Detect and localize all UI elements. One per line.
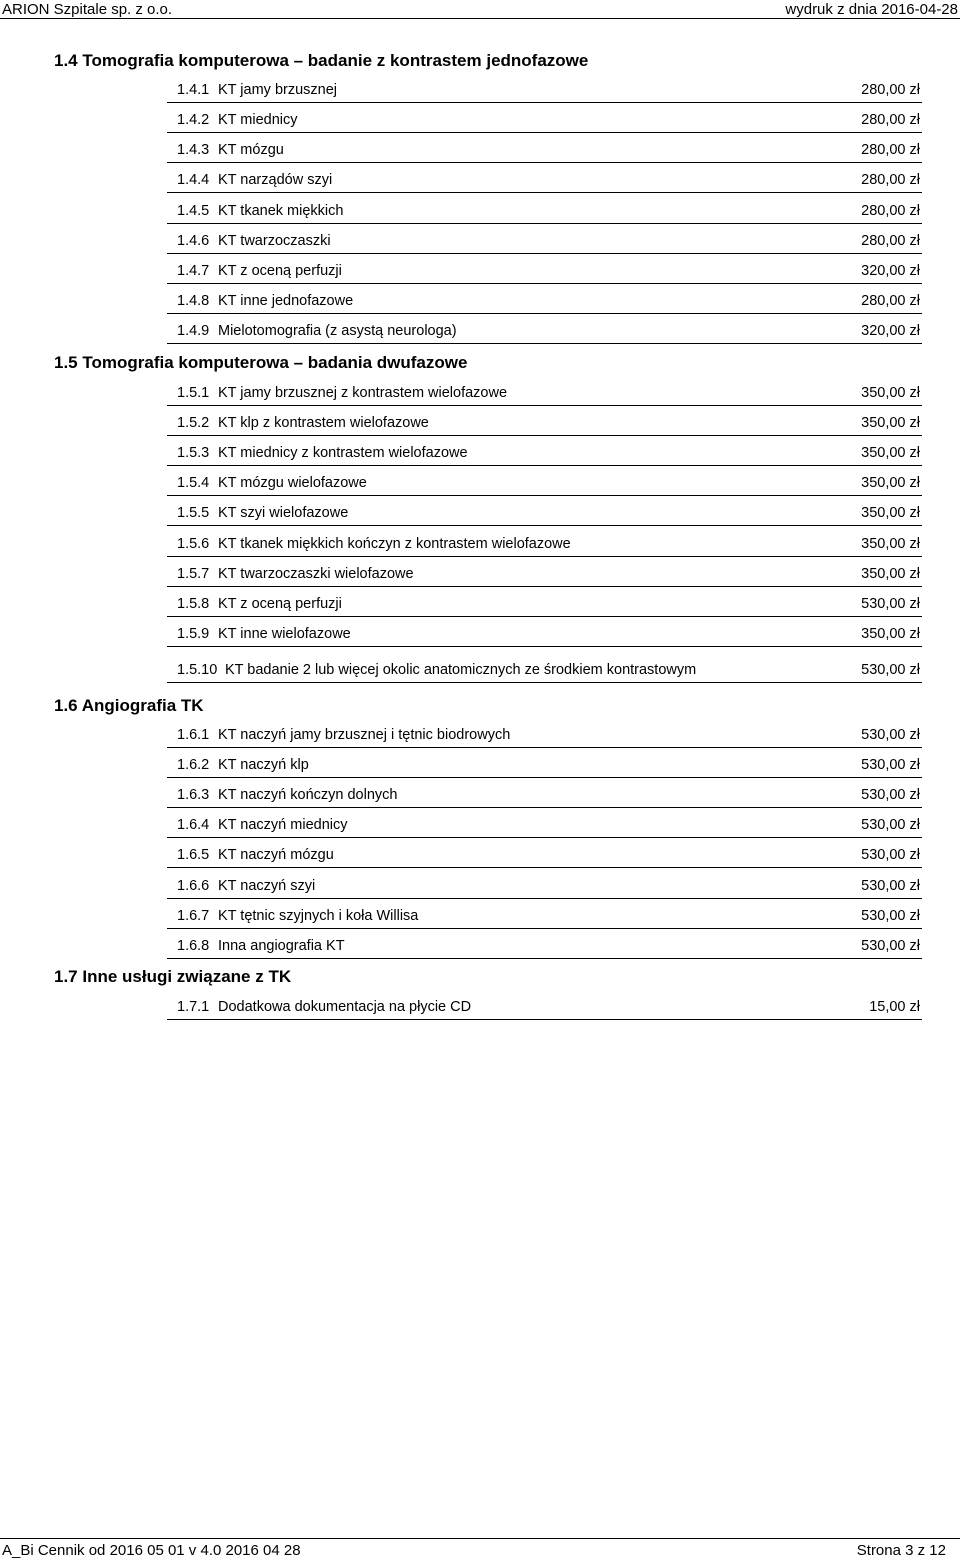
item-code: 1.5.9	[177, 626, 210, 642]
price-row	[167, 562, 922, 587]
footer-divider	[0, 1538, 960, 1539]
item-price: 280,00 zł	[861, 293, 920, 309]
item-price: 530,00 zł	[861, 757, 920, 773]
item-name: KT tkanek miękkich kończyn z kontrastem wielofazowe	[218, 536, 571, 552]
item-price: 350,00 zł	[861, 475, 920, 491]
price-row	[167, 723, 922, 748]
item-code: 1.5.7	[177, 566, 210, 582]
item-name: KT twarzoczaszki	[218, 233, 331, 249]
item-price: 350,00 zł	[861, 385, 920, 401]
price-row	[167, 783, 922, 808]
item-code: 1.4.3	[177, 142, 210, 158]
item-name: KT badanie 2 lub więcej okolic anatomicznych ze środkiem kontrastowym	[225, 662, 697, 678]
item-price: 530,00 zł	[861, 662, 920, 678]
item-code: 1.6.1	[177, 727, 210, 743]
item-name: KT naczyń kończyn dolnych	[218, 787, 398, 803]
price-row	[167, 813, 922, 838]
header-divider	[0, 18, 960, 19]
price-row	[167, 138, 922, 163]
item-name: KT inne jednofazowe	[218, 293, 354, 309]
item-name: KT miednicy	[218, 112, 298, 128]
item-price: 530,00 zł	[861, 817, 920, 833]
item-price: 280,00 zł	[861, 112, 920, 128]
price-row	[167, 381, 922, 406]
item-code: 1.6.3	[177, 787, 210, 803]
item-code: 1.4.9	[177, 323, 210, 339]
item-price: 280,00 zł	[861, 203, 920, 219]
item-price: 320,00 zł	[861, 323, 920, 339]
price-row	[167, 622, 922, 647]
item-price: 15,00 zł	[869, 999, 920, 1015]
item-price: 280,00 zł	[861, 142, 920, 158]
item-code: 1.6.4	[177, 817, 210, 833]
item-price: 530,00 zł	[861, 908, 920, 924]
item-name: KT z oceną perfuzji	[218, 596, 342, 612]
page-footer	[0, 1538, 960, 1561]
price-row	[167, 904, 922, 929]
item-name: KT naczyń mózgu	[218, 847, 334, 863]
item-name: KT inne wielofazowe	[218, 626, 351, 642]
item-price: 280,00 zł	[861, 172, 920, 188]
item-name: KT naczyń klp	[218, 757, 309, 773]
item-price: 350,00 zł	[861, 415, 920, 431]
item-price: 350,00 zł	[861, 536, 920, 552]
item-code: 1.4.7	[177, 263, 210, 279]
page-number: Strona 3 z 12	[856, 1542, 946, 1559]
item-code: 1.5.5	[177, 505, 210, 521]
price-row	[167, 471, 922, 496]
item-name: Mielotomografia (z asystą neurologa)	[218, 323, 457, 339]
item-name: KT klp z kontrastem wielofazowe	[218, 415, 429, 431]
item-code: 1.4.5	[177, 203, 210, 219]
item-code: 1.6.5	[177, 847, 210, 863]
price-row	[167, 658, 922, 683]
item-price: 350,00 zł	[861, 445, 920, 461]
company-name: ARION Szpitale sp. z o.o.	[2, 1, 173, 18]
item-code: 1.5.3	[177, 445, 210, 461]
item-code: 1.6.8	[177, 938, 210, 954]
price-row	[167, 934, 922, 959]
item-name: KT tętnic szyjnych i koła Willisa	[218, 908, 419, 924]
item-code: 1.4.4	[177, 172, 210, 188]
item-code: 1.5.6	[177, 536, 210, 552]
item-price: 280,00 zł	[861, 82, 920, 98]
price-row	[167, 199, 922, 224]
item-code: 1.5.2	[177, 415, 210, 431]
price-row	[167, 874, 922, 899]
item-code: 1.4.6	[177, 233, 210, 249]
item-code: 1.6.7	[177, 908, 210, 924]
document-id: A_Bi Cennik od 2016 05 01 v 4.0 2016 04 28	[2, 1542, 301, 1559]
item-price: 350,00 zł	[861, 566, 920, 582]
item-name: KT jamy brzusznej z kontrastem wielofazowe	[218, 385, 508, 401]
price-row	[167, 78, 922, 103]
item-name: KT tkanek miękkich	[218, 203, 344, 219]
item-code: 1.4.2	[177, 112, 210, 128]
item-name: KT narządów szyi	[218, 172, 333, 188]
price-row	[167, 411, 922, 436]
print-date: wydruk z dnia 2016-04-28	[785, 1, 958, 18]
item-code: 1.7.1	[177, 999, 210, 1015]
section-title: 1.4 Tomografia komputerowa – badanie z kontrastem jednofazowe	[54, 51, 589, 70]
price-row	[167, 108, 922, 133]
item-code: 1.5.4	[177, 475, 210, 491]
price-row	[167, 995, 922, 1020]
item-name: KT z oceną perfuzji	[218, 263, 342, 279]
price-row	[167, 229, 922, 254]
item-code: 1.4.8	[177, 293, 210, 309]
section-title: 1.5 Tomografia komputerowa – badania dwufazowe	[54, 353, 468, 372]
item-name: Dodatkowa dokumentacja na płycie CD	[218, 999, 472, 1015]
item-code: 1.6.6	[177, 878, 210, 894]
item-price: 280,00 zł	[861, 233, 920, 249]
item-price: 320,00 zł	[861, 263, 920, 279]
item-price: 350,00 zł	[861, 626, 920, 642]
item-price: 350,00 zł	[861, 505, 920, 521]
item-code: 1.6.2	[177, 757, 210, 773]
section-title: 1.6 Angiografia TK	[54, 696, 204, 715]
item-name: KT naczyń szyi	[218, 878, 316, 894]
price-row	[167, 441, 922, 466]
item-price: 530,00 zł	[861, 596, 920, 612]
item-code: 1.5.1	[177, 385, 210, 401]
price-row	[167, 753, 922, 778]
item-name: KT miednicy z kontrastem wielofazowe	[218, 445, 468, 461]
item-code: 1.5.8	[177, 596, 210, 612]
price-row	[167, 843, 922, 868]
price-row	[167, 319, 922, 344]
item-code: 1.5.10	[177, 662, 218, 678]
item-name: KT jamy brzusznej	[218, 82, 337, 98]
price-row	[167, 259, 922, 284]
section-title: 1.7 Inne usługi związane z TK	[54, 967, 292, 986]
price-row	[167, 289, 922, 314]
item-name: KT naczyń jamy brzusznej i tętnic biodrowych	[218, 727, 511, 743]
item-price: 530,00 zł	[861, 787, 920, 803]
price-row	[167, 532, 922, 557]
item-name: KT szyi wielofazowe	[218, 505, 349, 521]
item-name: KT mózgu wielofazowe	[218, 475, 367, 491]
item-name: Inna angiografia KT	[218, 938, 345, 954]
item-price: 530,00 zł	[861, 847, 920, 863]
item-name: KT twarzoczaszki wielofazowe	[218, 566, 414, 582]
price-row	[167, 501, 922, 526]
item-code: 1.4.1	[177, 82, 210, 98]
price-row	[167, 592, 922, 617]
item-price: 530,00 zł	[861, 727, 920, 743]
item-name: KT mózgu	[218, 142, 284, 158]
item-price: 530,00 zł	[861, 938, 920, 954]
item-price: 530,00 zł	[861, 878, 920, 894]
item-name: KT naczyń miednicy	[218, 817, 348, 833]
page-header	[0, 0, 960, 20]
price-row	[167, 168, 922, 193]
